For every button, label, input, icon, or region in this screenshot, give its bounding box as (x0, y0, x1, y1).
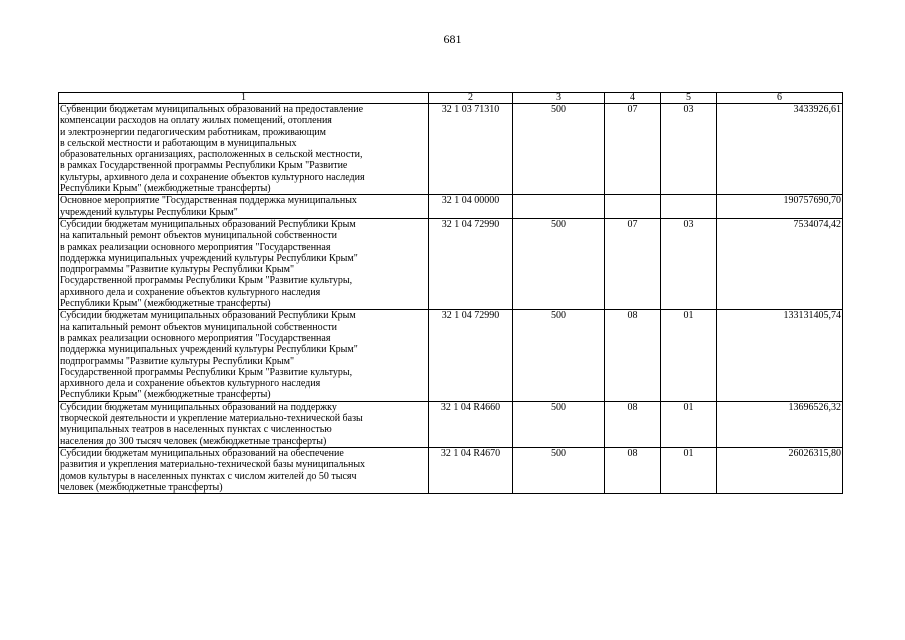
table-row (59, 218, 843, 309)
row-code: 32 1 04 00000 (429, 195, 513, 219)
header-col-1: 1 (59, 93, 429, 104)
row-subsection (661, 195, 717, 219)
table-row (59, 310, 843, 401)
row-name: Основное мероприятие "Государственная поддержка муниципальных учреждений культуры Республики Крым" (59, 195, 429, 219)
row-code: 32 1 04 R4660 (429, 401, 513, 447)
row-expense-type: 500 (513, 447, 605, 493)
row-section: 07 (605, 104, 661, 195)
row-amount: 133131405,74 (717, 310, 843, 401)
row-name: Субсидии бюджетам муниципальных образований на поддержку творческой деятельности и укрепление материально-технической базы муниципальных театров в населенных пунктах с численностью населения до 300 тысяч человек (межбюджетные трансферты) (59, 401, 429, 447)
row-section: 08 (605, 310, 661, 401)
row-amount: 26026315,80 (717, 447, 843, 493)
row-subsection: 03 (661, 218, 717, 309)
header-col-3: 3 (513, 93, 605, 104)
row-name: Субвенции бюджетам муниципальных образований на предоставление компенсации расходов на оплату жилых помещений, отопления и электроэнергии педагогическим работникам, проживающим в сельской местности и работающим в муниципальных образовательных организациях, расположенных в сельской местности, в рамках Государственной программы Республики Крым "Развитие культуры, архивного дела и сохранение объектов культурного наследия Республики Крым" (межбюджетные трансферты) (59, 104, 429, 195)
row-code: 32 1 03 71310 (429, 104, 513, 195)
table-row (59, 195, 843, 219)
row-expense-type: 500 (513, 310, 605, 401)
table-row (59, 104, 843, 195)
row-amount: 13696526,32 (717, 401, 843, 447)
budget-table (58, 92, 843, 494)
row-code: 32 1 04 72990 (429, 310, 513, 401)
header-col-5: 5 (661, 93, 717, 104)
row-subsection: 03 (661, 104, 717, 195)
page-number: 681 (443, 32, 462, 46)
row-expense-type: 500 (513, 401, 605, 447)
row-subsection: 01 (661, 310, 717, 401)
table-body (59, 104, 843, 494)
table-row (59, 401, 843, 447)
row-section (605, 195, 661, 219)
row-section: 08 (605, 401, 661, 447)
row-name: Субсидии бюджетам муниципальных образований на обеспечение развития и укрепления материально-технической базы муниципальных домов культуры в населенных пунктах с числом жителей до 50 тысяч человек (межбюджетные трансферты) (59, 447, 429, 493)
row-name: Субсидии бюджетам муниципальных образований Республики Крым на капитальный ремонт объектов муниципальной собственности в рамках реализации основного мероприятия "Государственная поддержка муниципальных учреждений культуры Республики Крым" подпрограммы "Развитие культуры Республики Крым" Государственной программы Республики Крым "Развитие культуры, архивного дела и сохранение объектов культурного наследия Республики Крым" (межбюджетные трансферты) (59, 310, 429, 401)
table-header (59, 93, 843, 104)
table-row (59, 447, 843, 493)
header-col-4: 4 (605, 93, 661, 104)
row-name: Субсидии бюджетам муниципальных образований Республики Крым на капитальный ремонт объектов муниципальной собственности в рамках реализации основного мероприятия "Государственная поддержка муниципальных учреждений культуры Республики Крым" подпрограммы "Развитие культуры Республики Крым" Государственной программы Республики Крым "Развитие культуры, архивного дела и сохранение объектов культурного наследия Республики Крым" (межбюджетные трансферты) (59, 218, 429, 309)
header-col-6: 6 (717, 93, 843, 104)
row-section: 08 (605, 447, 661, 493)
row-section: 07 (605, 218, 661, 309)
header-row (59, 93, 843, 104)
row-amount: 7534074,42 (717, 218, 843, 309)
row-expense-type: 500 (513, 218, 605, 309)
row-amount: 3433926,61 (717, 104, 843, 195)
row-subsection: 01 (661, 401, 717, 447)
row-expense-type: 500 (513, 104, 605, 195)
row-code: 32 1 04 R4670 (429, 447, 513, 493)
row-expense-type (513, 195, 605, 219)
row-amount: 190757690,70 (717, 195, 843, 219)
header-col-2: 2 (429, 93, 513, 104)
row-subsection: 01 (661, 447, 717, 493)
row-code: 32 1 04 72990 (429, 218, 513, 309)
